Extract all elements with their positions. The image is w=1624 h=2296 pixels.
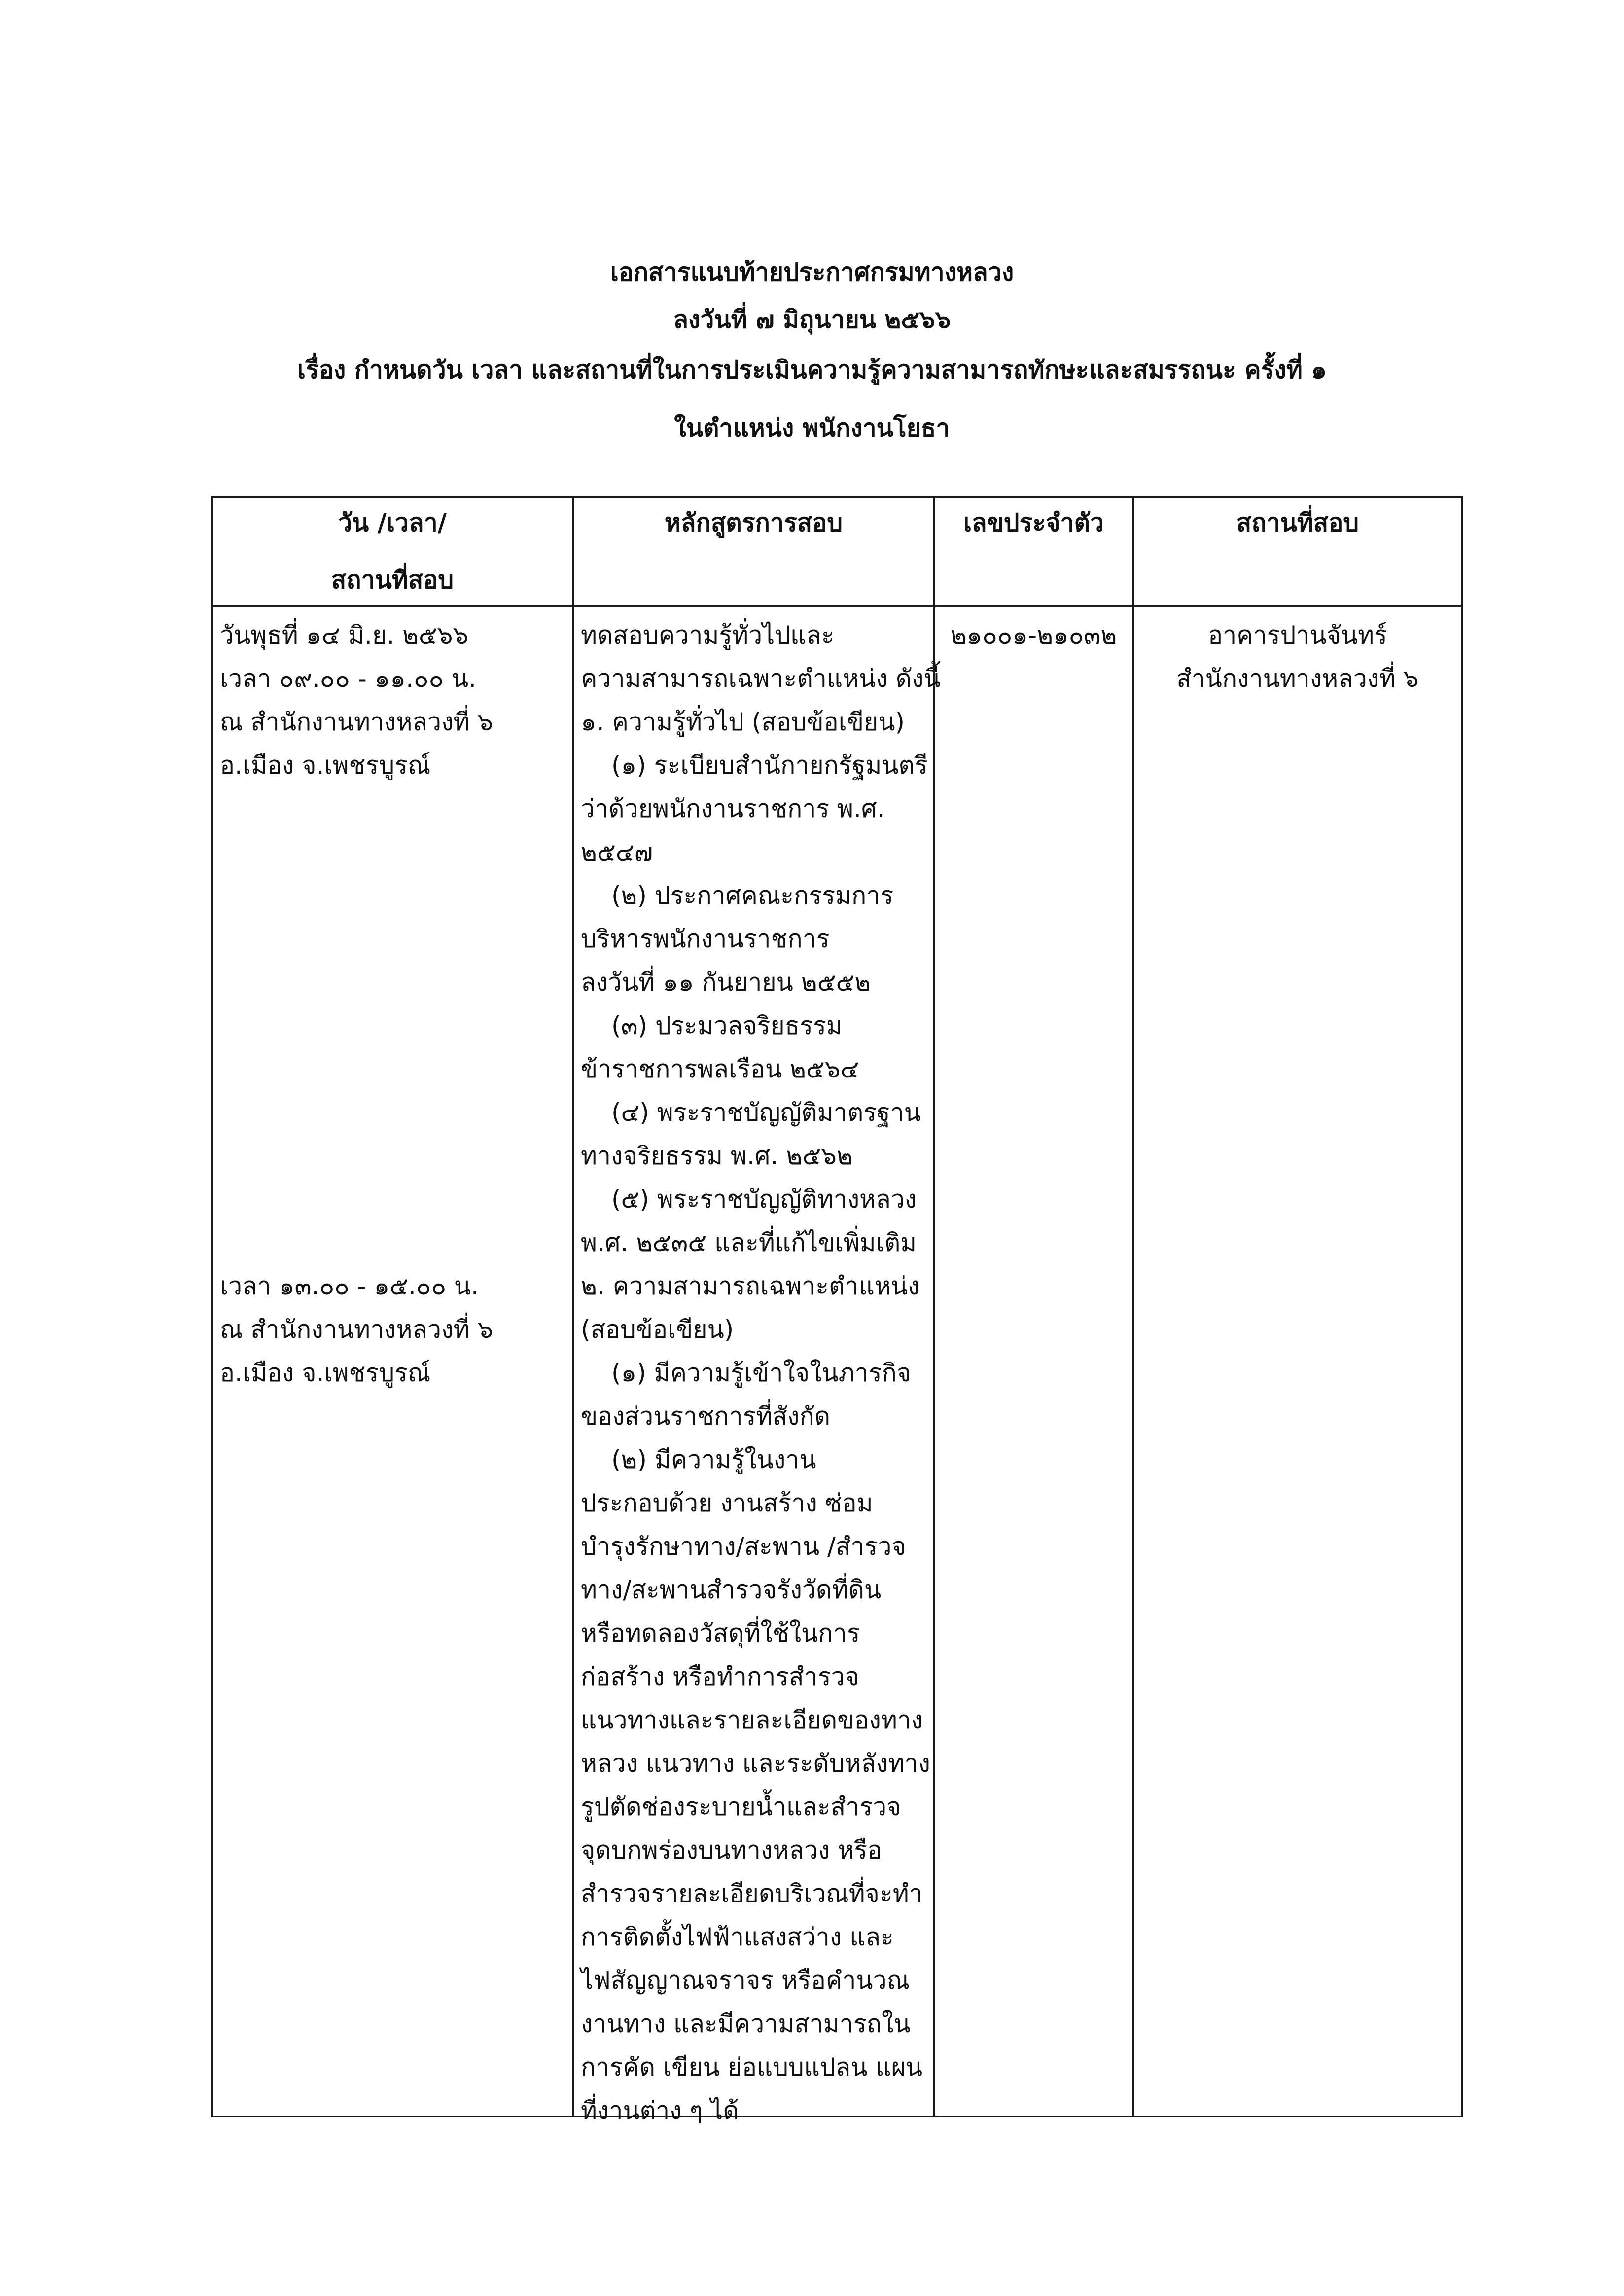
curriculum-line: ว่าด้วยพนักงานราชการ พ.ศ. [581, 794, 885, 823]
column-header-curriculum: หลักสูตรการสอบ [664, 508, 843, 537]
curriculum-line: ทางจริยธรรม พ.ศ. ๒๕๖๒ [581, 1142, 853, 1170]
curriculum-line: ลงวันที่ ๑๑ กันยายน ๒๕๕๒ [581, 968, 871, 997]
session-district: อ.เมือง จ.เพชรบูรณ์ [220, 1359, 431, 1387]
curriculum-line: ๑. ความรู้ทั่วไป (สอบข้อเขียน) [581, 708, 905, 736]
table-border-left [211, 496, 213, 2117]
session-place: ณ สำนักงานทางหลวงที่ ๖ [220, 1315, 494, 1344]
curriculum-line: ก่อสร้าง หรือทำการสำรวจ [581, 1662, 859, 1691]
exam-venue [1134, 613, 1461, 700]
curriculum-line: ทาง/สะพานสำรวจรังวัดที่ดิน [581, 1576, 882, 1604]
curriculum-line: (๓) ประมวลจริยธรรม [611, 1011, 843, 1040]
table-border-right [1461, 496, 1463, 2117]
curriculum-line: งานทาง และมีความสามารถใน [581, 2009, 911, 2038]
curriculum-line: (๕) พระราชบัญญัติทางหลวง [611, 1185, 917, 1214]
curriculum-line: แนวทางและรายละเอียดของทาง [581, 1706, 923, 1734]
exam-session-morning [220, 613, 493, 787]
curriculum-line: รูปตัดช่องระบายน้ำและสำรวจ [581, 1793, 901, 1821]
session-district: อ.เมือง จ.เพชรบูรณ์ [220, 751, 431, 780]
document-title: เอกสารแนบท้ายประกาศกรมทางหลวง [610, 258, 1014, 287]
curriculum-line: ของส่วนราชการที่สังกัด [581, 1402, 831, 1431]
document-subject: เรื่อง กำหนดวัน เวลา และสถานที่ในการประเมินความรู้ความสามารถทักษะและสมรรถนะ ครั้งที่ ๑ [297, 356, 1327, 384]
venue-building: อาคารปานจันทร์ [1208, 621, 1387, 649]
session-time: เวลา ๐๙.๐๐ - ๑๑.๐๐ น. [220, 664, 477, 693]
column-header-datetime-line2: สถานที่สอบ [331, 566, 454, 594]
curriculum-line: (๒) ประกาศคณะกรรมการ [611, 881, 894, 910]
curriculum-line: (๑) ระเบียบสำนักายกรัฐมนตรี [611, 751, 928, 780]
exam-session-afternoon [220, 1264, 493, 1395]
curriculum-line: บำรุงรักษาทาง/สะพาน /สำรวจ [581, 1532, 906, 1561]
column-header-datetime-line1: วัน /เวลา/ [338, 508, 447, 537]
curriculum-list [581, 613, 941, 2132]
curriculum-line: การติดตั้งไฟฟ้าแสงสว่าง และ [581, 1923, 894, 1951]
curriculum-line: หลวง แนวทาง และระดับหลังทาง [581, 1749, 930, 1778]
curriculum-line: ประกอบด้วย งานสร้าง ซ่อม [581, 1489, 873, 1517]
curriculum-line: พ.ศ. ๒๕๓๕ และที่แก้ไขเพิ่มเติม [581, 1228, 917, 1257]
table-border-top [211, 496, 1463, 498]
curriculum-line: ทดสอบความรู้ทั่วไปและ [581, 621, 835, 649]
curriculum-line: (๑) มีความรู้เข้าใจในภารกิจ [611, 1359, 912, 1387]
curriculum-line: (๒) มีความรู้ในงาน [611, 1445, 816, 1474]
table-header-divider [211, 605, 1463, 607]
column-header-venue: สถานที่สอบ [1236, 508, 1359, 537]
curriculum-line: สำรวจรายละเอียดบริเวณที่จะทำ [581, 1879, 923, 1908]
venue-office: สำนักงานทางหลวงที่ ๖ [1176, 664, 1419, 693]
curriculum-line: ๒. ความสามารถเฉพาะตำแหน่ง [581, 1272, 920, 1300]
table-column-divider-1 [572, 496, 574, 2117]
curriculum-line: ข้าราชการพลเรือน ๒๕๖๔ [581, 1055, 859, 1083]
curriculum-line: ที่งานต่าง ๆ ได้ [581, 2096, 739, 2125]
table-column-divider-3 [1132, 496, 1134, 2117]
curriculum-line: ๒๕๔๗ [581, 838, 653, 866]
session-date: วันพุธที่ ๑๔ มิ.ย. ๒๕๖๖ [220, 621, 469, 649]
curriculum-line: บริหารพนักงานราชการ [581, 925, 830, 953]
candidate-id-range: ๒๑๐๐๑-๒๑๐๓๒ [950, 621, 1117, 649]
curriculum-line: จุดบกพร่องบนทางหลวง หรือ [581, 1836, 883, 1865]
session-time: เวลา ๑๓.๐๐ - ๑๕.๐๐ น. [220, 1272, 479, 1300]
column-header-id-number: เลขประจำตัว [963, 508, 1104, 537]
curriculum-line: ไฟสัญญาณจราจร หรือคำนวณ [581, 1966, 910, 1995]
column-header-datetime [213, 508, 572, 595]
document-date: ลงวันที่ ๗ มิถุนายน ๒๕๖๖ [673, 305, 951, 334]
curriculum-line: การคัด เขียน ย่อแบบแปลน แผน [581, 2053, 923, 2081]
session-place: ณ สำนักงานทางหลวงที่ ๖ [220, 708, 494, 736]
curriculum-line: (๔) พระราชบัญญัติมาตรฐาน [611, 1098, 921, 1127]
curriculum-line: (สอบข้อเขียน) [581, 1315, 734, 1344]
document-position: ในตำแหน่ง พนักงานโยธา [674, 414, 950, 442]
curriculum-line: หรือทดลองวัสดุที่ใช้ในการ [581, 1619, 860, 1648]
curriculum-line: ความสามารถเฉพาะตำแหน่ง ดังนี้ [581, 664, 941, 693]
